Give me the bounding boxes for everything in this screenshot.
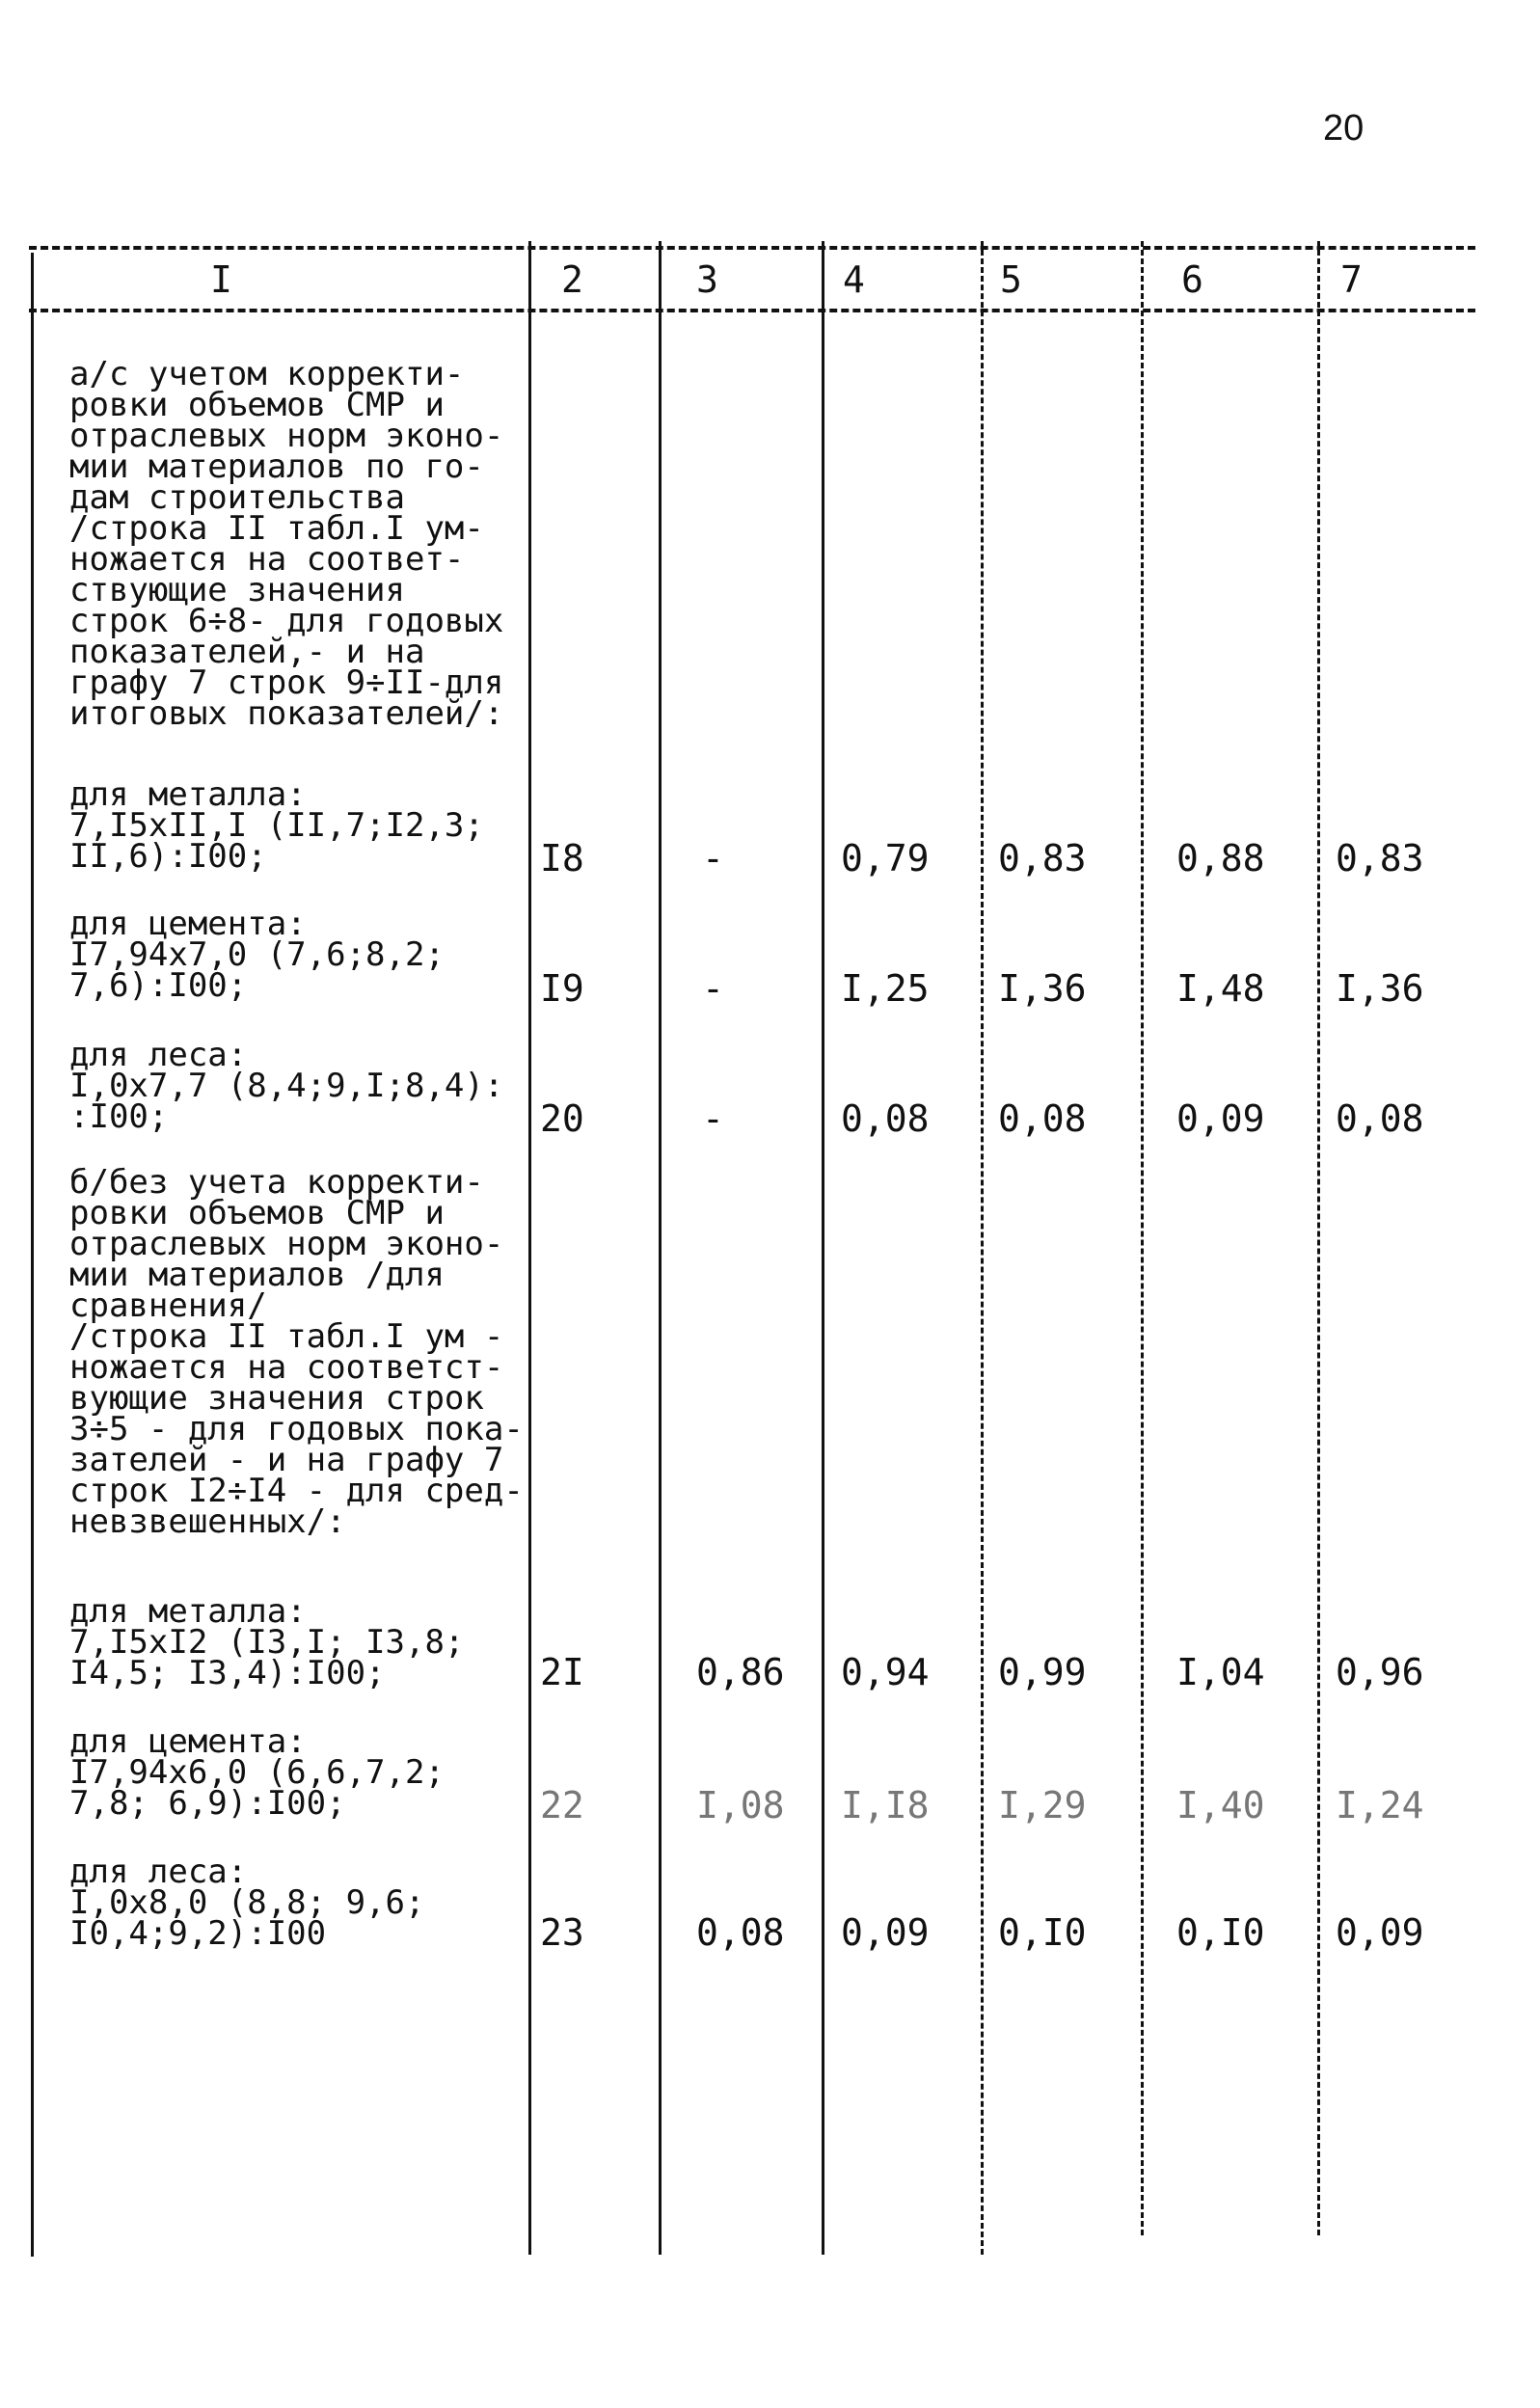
- column-divider-4: [981, 241, 984, 2255]
- row-number: 2I: [540, 1651, 584, 1693]
- row-label: для металла: 7,I5xI2 (I3,I; I3,8; I4,5; I3,4):I00;: [69, 1592, 465, 1692]
- section-a-description: а/с учетом корректи- ровки объемов СМР и отраслевых норм эконо- мии материалов по го- дам строительства /строка II табл.I ум- ножается на соответ- ствующие значения строк 6÷8- для годовых показателей,- и на графу 7 строк 9÷II-для итоговых показателей/:: [69, 355, 504, 733]
- column-header-6: 6: [1181, 258, 1203, 301]
- cell-col6: 0,09: [1176, 1097, 1265, 1140]
- cell-col5: 0,08: [998, 1097, 1087, 1140]
- cell-col4: 0,09: [841, 1911, 930, 1954]
- cell-col6: I,48: [1176, 967, 1265, 1010]
- cell-col3: I,08: [696, 1784, 785, 1826]
- cell-col5: 0,83: [998, 837, 1087, 879]
- row-number: 23: [540, 1911, 584, 1954]
- header-top-rule: [29, 246, 1475, 250]
- cell-col3: -: [702, 967, 724, 1010]
- cell-col7: I,36: [1336, 967, 1424, 1010]
- cell-col4: I,I8: [841, 1784, 930, 1826]
- cell-col4: I,25: [841, 967, 930, 1010]
- column-divider-3: [822, 241, 824, 2255]
- cell-col6: 0,88: [1176, 837, 1265, 879]
- cell-col3: 0,86: [696, 1651, 785, 1693]
- cell-col7: 0,08: [1336, 1097, 1424, 1140]
- column-divider-5: [1141, 241, 1144, 2235]
- page-number: 20: [1323, 108, 1364, 149]
- column-header-4: 4: [843, 258, 865, 301]
- header-bottom-rule: [29, 309, 1475, 312]
- column-divider-1: [528, 241, 531, 2255]
- cell-col3: -: [702, 1097, 724, 1140]
- cell-col6: I,40: [1176, 1784, 1265, 1826]
- row-number: 20: [540, 1097, 584, 1140]
- section-b-description: б/без учета корректи- ровки объемов СМР и отраслевых норм эконо- мии материалов /для сравнения/ /строка II табл.I ум - ножается на соответст- вующие значения строк 3÷5 - для годовых пока- зателей - и на графу 7 строк I2÷I4 - для сред- невзвешенных/:: [69, 1163, 524, 1541]
- cell-col4: 0,79: [841, 837, 930, 879]
- cell-col5: 0,99: [998, 1651, 1087, 1693]
- cell-col3: -: [702, 837, 724, 879]
- row-label: для цемента: I7,94x7,0 (7,6;8,2; 7,6):I00;: [69, 905, 445, 1005]
- cell-col5: 0,I0: [998, 1911, 1087, 1954]
- column-header-7: 7: [1340, 258, 1363, 301]
- cell-col7: 0,09: [1336, 1911, 1424, 1954]
- cell-col5: I,36: [998, 967, 1087, 1010]
- row-label: для леса: I,0x8,0 (8,8; 9,6; I0,4;9,2):I00: [69, 1853, 425, 1953]
- row-label: для цемента: I7,94x6,0 (6,6,7,2; 7,8; 6,9):I00;: [69, 1722, 445, 1823]
- row-label: для леса: I,0x7,7 (8,4;9,I;8,4): :I00;: [69, 1036, 504, 1136]
- cell-col5: I,29: [998, 1784, 1087, 1826]
- cell-col7: 0,83: [1336, 837, 1424, 879]
- row-label: для металла: 7,I5xII,I (II,7;I2,3; II,6):I00;: [69, 775, 484, 876]
- column-divider-2: [659, 241, 662, 2255]
- column-header-3: 3: [696, 258, 718, 301]
- cell-col7: I,24: [1336, 1784, 1424, 1826]
- column-divider-6: [1317, 241, 1320, 2235]
- cell-col3: 0,08: [696, 1911, 785, 1954]
- cell-col7: 0,96: [1336, 1651, 1424, 1693]
- cell-col6: I,04: [1176, 1651, 1265, 1693]
- cell-col6: 0,I0: [1176, 1911, 1265, 1954]
- column-divider-0: [31, 253, 34, 2257]
- column-header-5: 5: [1000, 258, 1022, 301]
- row-number: 22: [540, 1784, 584, 1826]
- row-number: I9: [540, 967, 584, 1010]
- column-header-2: 2: [561, 258, 583, 301]
- cell-col4: 0,94: [841, 1651, 930, 1693]
- cell-col4: 0,08: [841, 1097, 930, 1140]
- column-header-1: I: [210, 258, 232, 301]
- row-number: I8: [540, 837, 584, 879]
